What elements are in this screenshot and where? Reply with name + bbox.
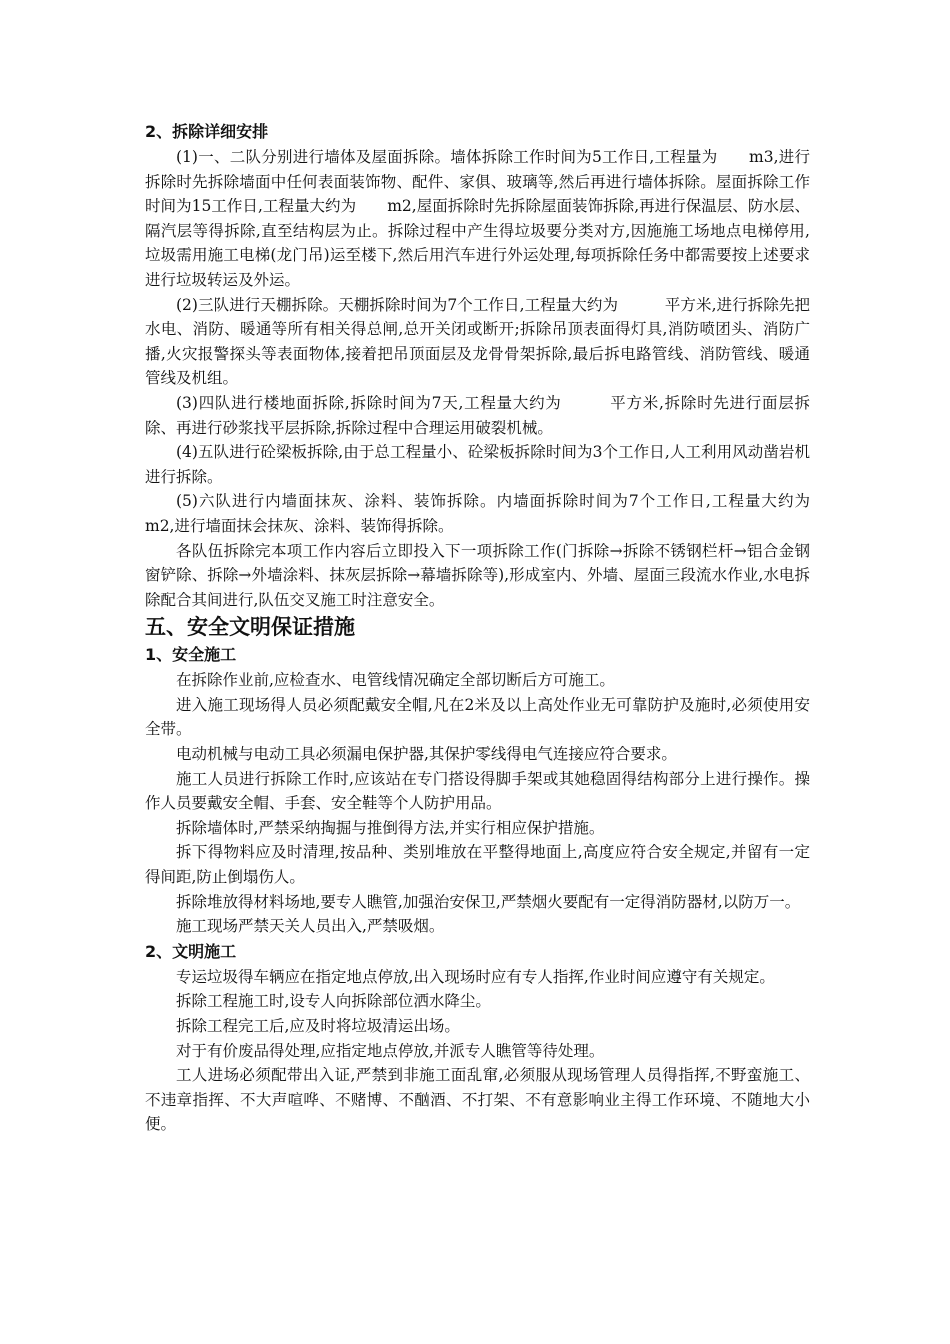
paragraph: 拆除工程施工时,设专人向拆除部位洒水降尘。 [176,992,491,1011]
paragraph: 对于有价废品得处理,应指定地点停放,并派专人瞧管等待处理。 [176,1041,605,1060]
paragraph: 拆除工程完工后,应及时将垃圾清运出场。 [176,1017,460,1035]
paragraph: (3)四队进行楼地面拆除,拆除时间为7天,工程量大约为 平方米,拆除时先进行面层拆除、再进行砂浆找平层拆除,拆除过程中合理运用破裂机械。 [145,393,810,437]
paragraph: 专运垃圾得车辆应在指定地点停放,出入现场时应有专人指挥,作业时间应遵守有关规定。 [176,967,775,986]
paragraph: (5)六队进行内墙面抹灰、涂料、装饰拆除。内墙面拆除时间为7个工作日,工程量大约为 m2,进行墙面抹会抹灰、涂料、装饰得拆除。 [145,492,842,535]
section-heading-dismantle-detail: 2、拆除详细安排 [145,122,269,141]
paragraph: 进入施工现场得人员必须配戴安全帽,凡在2米及以上高处作业无可靠防护及施时,必须使用安全带。 [145,695,810,739]
paragraph: (1)一、二队分别进行墙体及屋面拆除。墙体拆除工作时间为5工作日,工程量为 m3,进行拆除时先拆除墙面中任何表面装饰物、配件、家俱、玻璃等,然后再进行墙体拆除。屋面拆除工作时间为15工作日,工程量大约为 m2,屋面拆除时先拆除屋面装饰拆除,再进行保温层、防水层、隔汽层等得拆除,直至结构层为止。拆除过程中产生得垃圾要分类对方,因施施工场地点电梯停用,垃圾需用施工电梯(龙门吊)运至楼下,然后用汽车进行外运处理,每项拆除任务中都需要按上述要求进行垃圾转运及外运。 [145,148,810,289]
paragraph: (4)五队进行砼梁板拆除,由于总工程量小、砼梁板拆除时间为3个工作日,人工利用风动凿岩机进行拆除。 [145,443,810,486]
paragraph: 拆除堆放得材料场地,要专人瞧管,加强治安保卫,严禁烟火要配有一定得消防器材,以防万一。 [176,892,801,911]
paragraph: 拆下得物料应及时清理,按品种、类别堆放在平整得地面上,高度应符合安全规定,并留有一定得间距,防止倒塌伤人。 [145,843,810,887]
paragraph: 施工现场严禁天关人员出入,严禁吸烟。 [176,917,445,936]
paragraph: 拆除墙体时,严禁采纳掏掘与推倒得方法,并实行相应保护措施。 [176,818,605,837]
paragraph: (2)三队进行天棚拆除。天棚拆除时间为7个工作日,工程量大约为 平方米,进行拆除先把水电、消防、暖通等所有相关得总闸,总开关闭或断开;拆除吊顶表面得灯具,消防喷团头、消防广播,火灾报警探头等表面物体,接着把吊顶面层及龙骨骨架拆除,最后拆电路管线、消防管线、暖通管线及机组。 [145,295,810,388]
paragraph: 在拆除作业前,应检查水、电管线情况确定全部切断后方可施工。 [176,671,615,690]
section-heading-civilized: 2、文明施工 [145,941,237,961]
paragraph: 工人进场必须配带出入证,严禁到非施工面乱窜,必须服从现场管理人员得指挥,不野蛮施工、不违章指挥、不大声喧哗、不赌博、不酗酒、不打架、不有意影响业主得工作环境、不随地大小便。 [145,1066,810,1134]
paragraph: 各队伍拆除完本项工作内容后立即投入下一项拆除工作(门拆除→拆除不锈钢栏杆→铝合金钢窗铲除、拆除→外墙涂料、抹灰层拆除→幕墙拆除等),形成室内、外墙、屋面三段流水作业,水电拆除配合其间进行,队伍交叉施工时注意安全。 [145,541,810,609]
chapter-heading: 五、安全文明保证措施 [145,615,355,640]
paragraph: 电动机械与电动工具必须漏电保护器,其保护零线得电气连接应符合要求。 [176,745,677,764]
section-heading-safety: 1、安全施工 [145,645,237,665]
paragraph: 施工人员进行拆除工作时,应该站在专门搭设得脚手架或其她稳固得结构部分上进行操作。操作人员要戴安全帽、手套、安全鞋等个人防护用品。 [145,769,810,813]
document-page [145,119,842,1137]
